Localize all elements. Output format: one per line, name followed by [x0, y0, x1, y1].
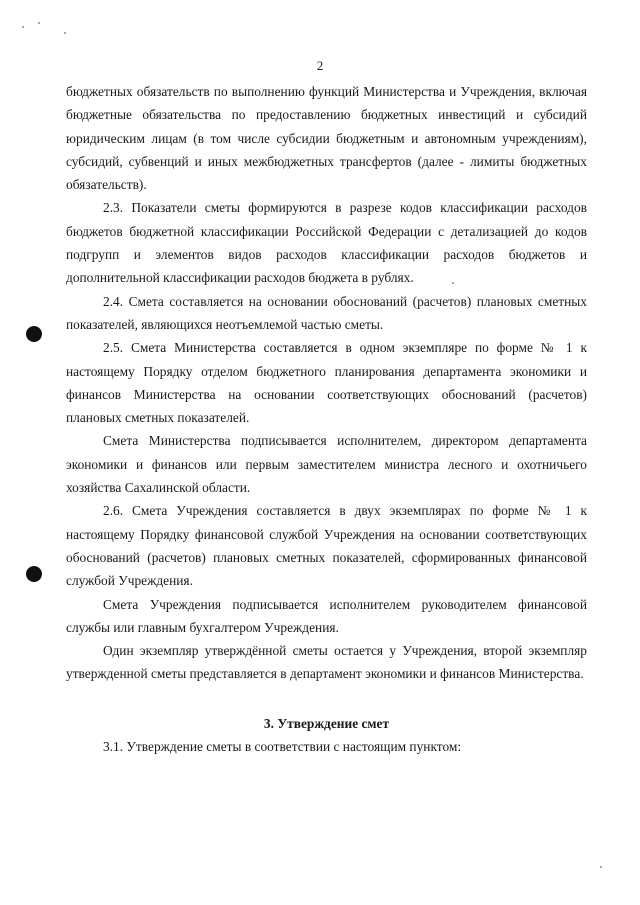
punch-hole-top: [26, 326, 42, 342]
paragraph-copies: Один экземпляр утверждённой сметы остается у Учреждения, второй экземпляр утвержденной сметы представляется в департамент экономики и финансов Министерства.: [66, 643, 587, 682]
paragraph-2-6: 2.6. Смета Учреждения составляется в двух экземплярах по форме № 1 к настоящему Порядку финансовой службой Учреждения на основании соответствующих обоснований (расчетов) плановых сметных показателей, сформированных финансовой службой Учреждения.: [66, 503, 587, 589]
punch-hole-bottom: [26, 566, 42, 582]
document-body: [66, 80, 587, 758]
paragraph-ministry-signature: Смета Министерства подписывается исполнителем, директором департамента экономики и финансов или первым заместителем министра лесного и охотничьего хозяйства Сахалинской области.: [66, 433, 587, 496]
scan-speck: [22, 26, 24, 28]
paragraph-2-3: 2.3. Показатели сметы формируются в разрезе кодов классификации расходов бюджетов бюджетной классификации Российской Федерации с детализацией до кодов подгрупп и элементов видов расходов классификации расходов бюджетов и дополнительной классификации расходов бюджета в рублях.: [66, 200, 587, 286]
scan-speck: [600, 866, 602, 868]
scan-speck: [64, 32, 66, 34]
paragraph-2-4: 2.4. Смета составляется на основании обоснований (расчетов) плановых сметных показателей, являющихся неотъемлемой частью сметы.: [66, 293, 587, 332]
paragraph-institution-signature: Смета Учреждения подписывается исполнителем руководителем финансовой службы или главным бухгалтером Учреждения.: [66, 596, 587, 635]
page-number: 2: [316, 58, 324, 73]
section-heading: 3. Утверждение смет: [263, 715, 390, 731]
scan-speck: [38, 22, 40, 24]
paragraph-continuation: бюджетных обязательств по выполнению функций Министерства и Учреждения, включая бюджетные обязательства по предоставлению бюджетных инвестиций и субсидий юридическим лицам (в том числе субсидии бюджетным и автономным учреждениям), субсидий, субвенций и иных межбюджетных трансфертов (далее - лимиты бюджетных обязательств).: [66, 84, 587, 193]
paragraph-3-1: 3.1. Утверждение сметы в соответствии с настоящим пунктом:: [103, 738, 462, 754]
paragraph-2-5: 2.5. Смета Министерства составляется в одном экземпляре по форме № 1 к настоящему Порядку отделом бюджетного планирования департамента экономики и финансов Министерства на основании соответствующих обоснований (расчетов) плановых сметных показателей.: [66, 340, 587, 426]
